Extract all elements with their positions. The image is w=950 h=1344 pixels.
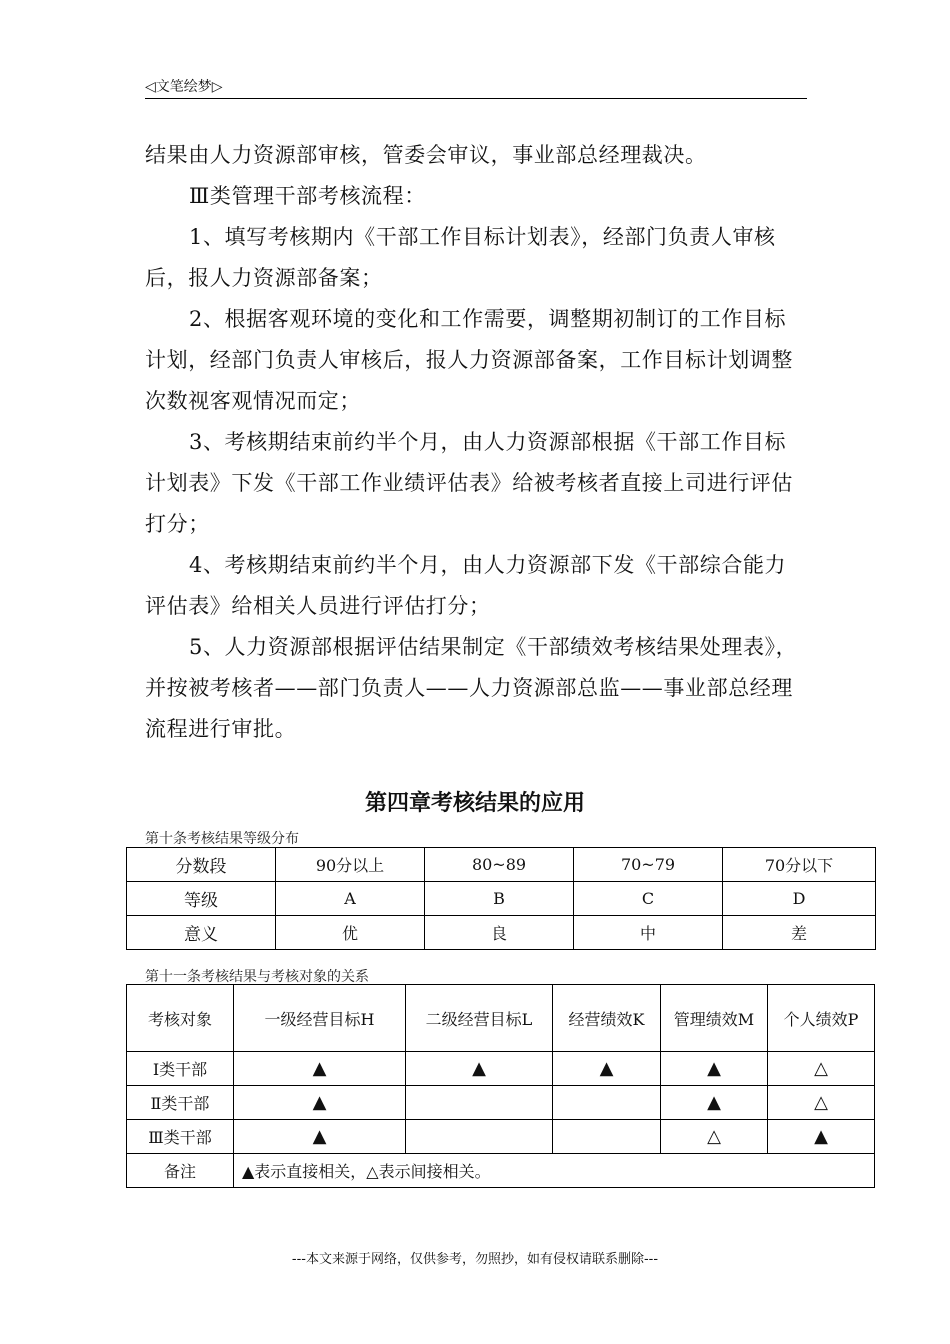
relationship-table [126, 984, 875, 1188]
table-row [127, 882, 876, 916]
table-cell: ▲ [406, 1052, 553, 1086]
table-cell: 差 [723, 916, 876, 950]
table-cell: 良 [425, 916, 574, 950]
table-cell: 优 [276, 916, 425, 950]
table-cell: C [574, 882, 723, 916]
table-cell: 90分以上 [276, 848, 425, 882]
table-cell: 70分以下 [723, 848, 876, 882]
table-row [127, 1086, 875, 1120]
table-cell: D [723, 882, 876, 916]
paragraph: Ⅲ类管理干部考核流程： [189, 184, 426, 208]
table-cell: Ⅰ类干部 [127, 1052, 234, 1086]
table-cell [553, 1120, 661, 1154]
table-cell: ▲ [553, 1052, 661, 1086]
paragraph: 4、考核期结束前约半个月，由人力资源部下发《干部综合能力评估表》给相关人员进行评估打分； [145, 553, 787, 618]
table-cell [553, 1086, 661, 1120]
table-cell [406, 1086, 553, 1120]
table-row [127, 1052, 875, 1086]
paragraph: 3、考核期结束前约半个月，由人力资源部根据《干部工作目标计划表》下发《干部工作业绩评估表》给被考核者直接上司进行评估打分； [145, 430, 793, 536]
table-cell: 等级 [127, 882, 276, 916]
chapter-title: 第四章考核结果的应用 [364, 791, 585, 816]
table-cell: ▲ [234, 1086, 406, 1120]
table-cell: 分数段 [127, 848, 276, 882]
table-cell: 70~79 [574, 848, 723, 882]
table-row [127, 916, 876, 950]
column-header: 考核对象 [127, 985, 234, 1052]
table-cell: △ [661, 1120, 768, 1154]
paragraph: 5、人力资源部根据评估结果制定《干部绩效考核结果处理表》，并按被考核者——部门负责人——人力资源部总监——事业部总经理流程进行审批。 [145, 635, 798, 741]
table-cell: ▲ [234, 1052, 406, 1086]
table2-caption: 第十一条考核结果与考核对象的关系 [145, 969, 369, 985]
table-cell: △ [768, 1052, 875, 1086]
grade-distribution-table [126, 847, 876, 950]
table-cell: 中 [574, 916, 723, 950]
table-cell: Ⅱ类干部 [127, 1086, 234, 1120]
table-cell: ▲ [661, 1052, 768, 1086]
table-cell: ▲ [661, 1086, 768, 1120]
column-header: 个人绩效P [768, 985, 875, 1052]
column-header: 二级经营目标L [406, 985, 553, 1052]
table-cell: △ [768, 1086, 875, 1120]
table-cell: Ⅲ类干部 [127, 1120, 234, 1154]
table-row [127, 848, 876, 882]
column-header: 管理绩效M [661, 985, 768, 1052]
table-cell: A [276, 882, 425, 916]
page-footer: ---本文来源于网络，仅供参考，勿照抄，如有侵权请联系删除--- [291, 1252, 659, 1267]
table-row [127, 1154, 875, 1188]
table-cell: B [425, 882, 574, 916]
paragraph: 结果由人力资源部审核，管委会审议，事业部总经理裁决。 [145, 143, 707, 167]
table-row [127, 1120, 875, 1154]
body-text [145, 135, 807, 750]
table-cell: 意义 [127, 916, 276, 950]
column-header: 一级经营目标H [234, 985, 406, 1052]
page-header [145, 72, 807, 99]
table1-caption: 第十条考核结果等级分布 [145, 831, 299, 847]
table-cell: ▲ [768, 1120, 875, 1154]
table-header-row [127, 985, 875, 1052]
table-cell: ▲ [234, 1120, 406, 1154]
note-text: ▲表示直接相关，△表示间接相关。 [234, 1154, 875, 1188]
table-cell [406, 1120, 553, 1154]
column-header: 经营绩效K [553, 985, 661, 1052]
header-text: ◁文笔绘梦▷ [145, 79, 223, 95]
note-label: 备注 [127, 1154, 234, 1188]
table-cell: 80~89 [425, 848, 574, 882]
paragraph: 1、填写考核期内《干部工作目标计划表》，经部门负责人审核后，报人力资源部备案； [145, 225, 776, 290]
paragraph: 2、根据客观环境的变化和工作需要，调整期初制订的工作目标计划，经部门负责人审核后，报人力资源部备案，工作目标计划调整次数视客观情况而定； [145, 307, 793, 413]
